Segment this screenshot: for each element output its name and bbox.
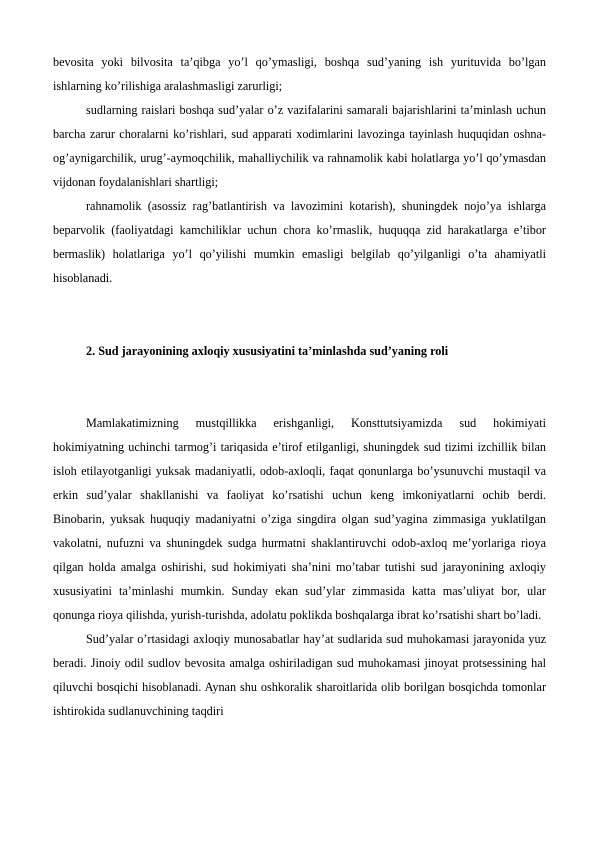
paragraph-judges-relations: Sud’yalar o’rtasidagi axloqiy munosabatlar hay’at sudlarida sud muhokamasi jarayonida yuz beradi. Jinoiy odil sudlov bevosita amalga oshiriladigan sud muhokamasi jinoyat protsessining hal qiluvchi bosqichi hisoblanadi. Aynan shu oshkoralik sharoitlarida olib borilgan bosqichda tomonlar ishtirokida sudlanuvchining taqdiri: [53, 632, 546, 718]
paragraph-continuation: bevosita yoki bilvosita ta’qibga yo’l qo’ymasligi, boshqa sud’yaning ish yurituvida bo’lgan ishlarning ko’rilishiga aralashmasligi zarurligi;: [53, 55, 546, 93]
section-heading: 2. Sud jarayonining axloqiy xususiyatini ta’minlashda sud’yaning roli: [86, 344, 449, 358]
document-page: [53, 50, 546, 723]
paragraph-court-chairs: sudlarning raislari boshqa sud’yalar o’z vazifalarini samarali bajarishlarini ta’minlash uchun barcha zarur choralarni ko’rishlari, sud apparati xodimlarini lavozinga tayinlash huquqidan oshna-og’aynigarchilik, urug’-aymoqchilik, mahalliychilik va rahnamolik kabi holatlarga yo’l qo’ymasdan vijdonan foydalanishlari shartligi;: [53, 103, 546, 189]
paragraph-patronage: rahnamolik (asossiz rag’batlantirish va lavozimini kotarish), shuningdek nojo’ya ishlarga beparvolik (faoliyatdagi kamchiliklar uchun chora ko’rmaslik, huquqqa zid harakatlarga e’tibor bermaslik) holatlariga yo’l qo’yilishi mumkin emasligi belgilab qo’yilganligi o’ta ahamiyatli hisoblanadi.: [53, 199, 546, 285]
spacer: [53, 363, 546, 411]
spacer: [53, 290, 546, 339]
paragraph-independence: Mamlakatimizning mustqillikka erishganligi, Konsttutsiyamizda sud hokimiyati hokimiyatning uchinchi tarmog’i tariqasida e’tirof etilganligi, shuningdek sud tizimi izchillik bilan isloh etilayotganligi yuksak madaniyatli, odob-axloqli, faqat qonunlarga bo’ysunuvchi mustaqil va erkin sud’yalar shakllanishi va faoliyat ko’rsatishi uchun keng imkoniyatlarni ochib berdi. Binobarin, yuksak huquqiy madaniyatni o’ziga singdira olgan sud’yagina zimmasiga yuklatilgan vakolatni, nufuzni va shuningdek sudga hurmatni shaklantiruvchi odob-axloq me’yorlariga rioya qilgan holda amalga oshirishi, sud hokimiyati sha’nini mo’tabar tutishi sud jarayonining axloqiy xususiyatini ta’minlashi mumkin. Sunday ekan sud’ylar zimmasida katta mas’uliyat bor, ular qonunga rioya qilishda, yurish-turishda, adolatu poklikda boshqalarga ibrat ko’rsatishi shart bo’ladi.: [53, 416, 546, 622]
